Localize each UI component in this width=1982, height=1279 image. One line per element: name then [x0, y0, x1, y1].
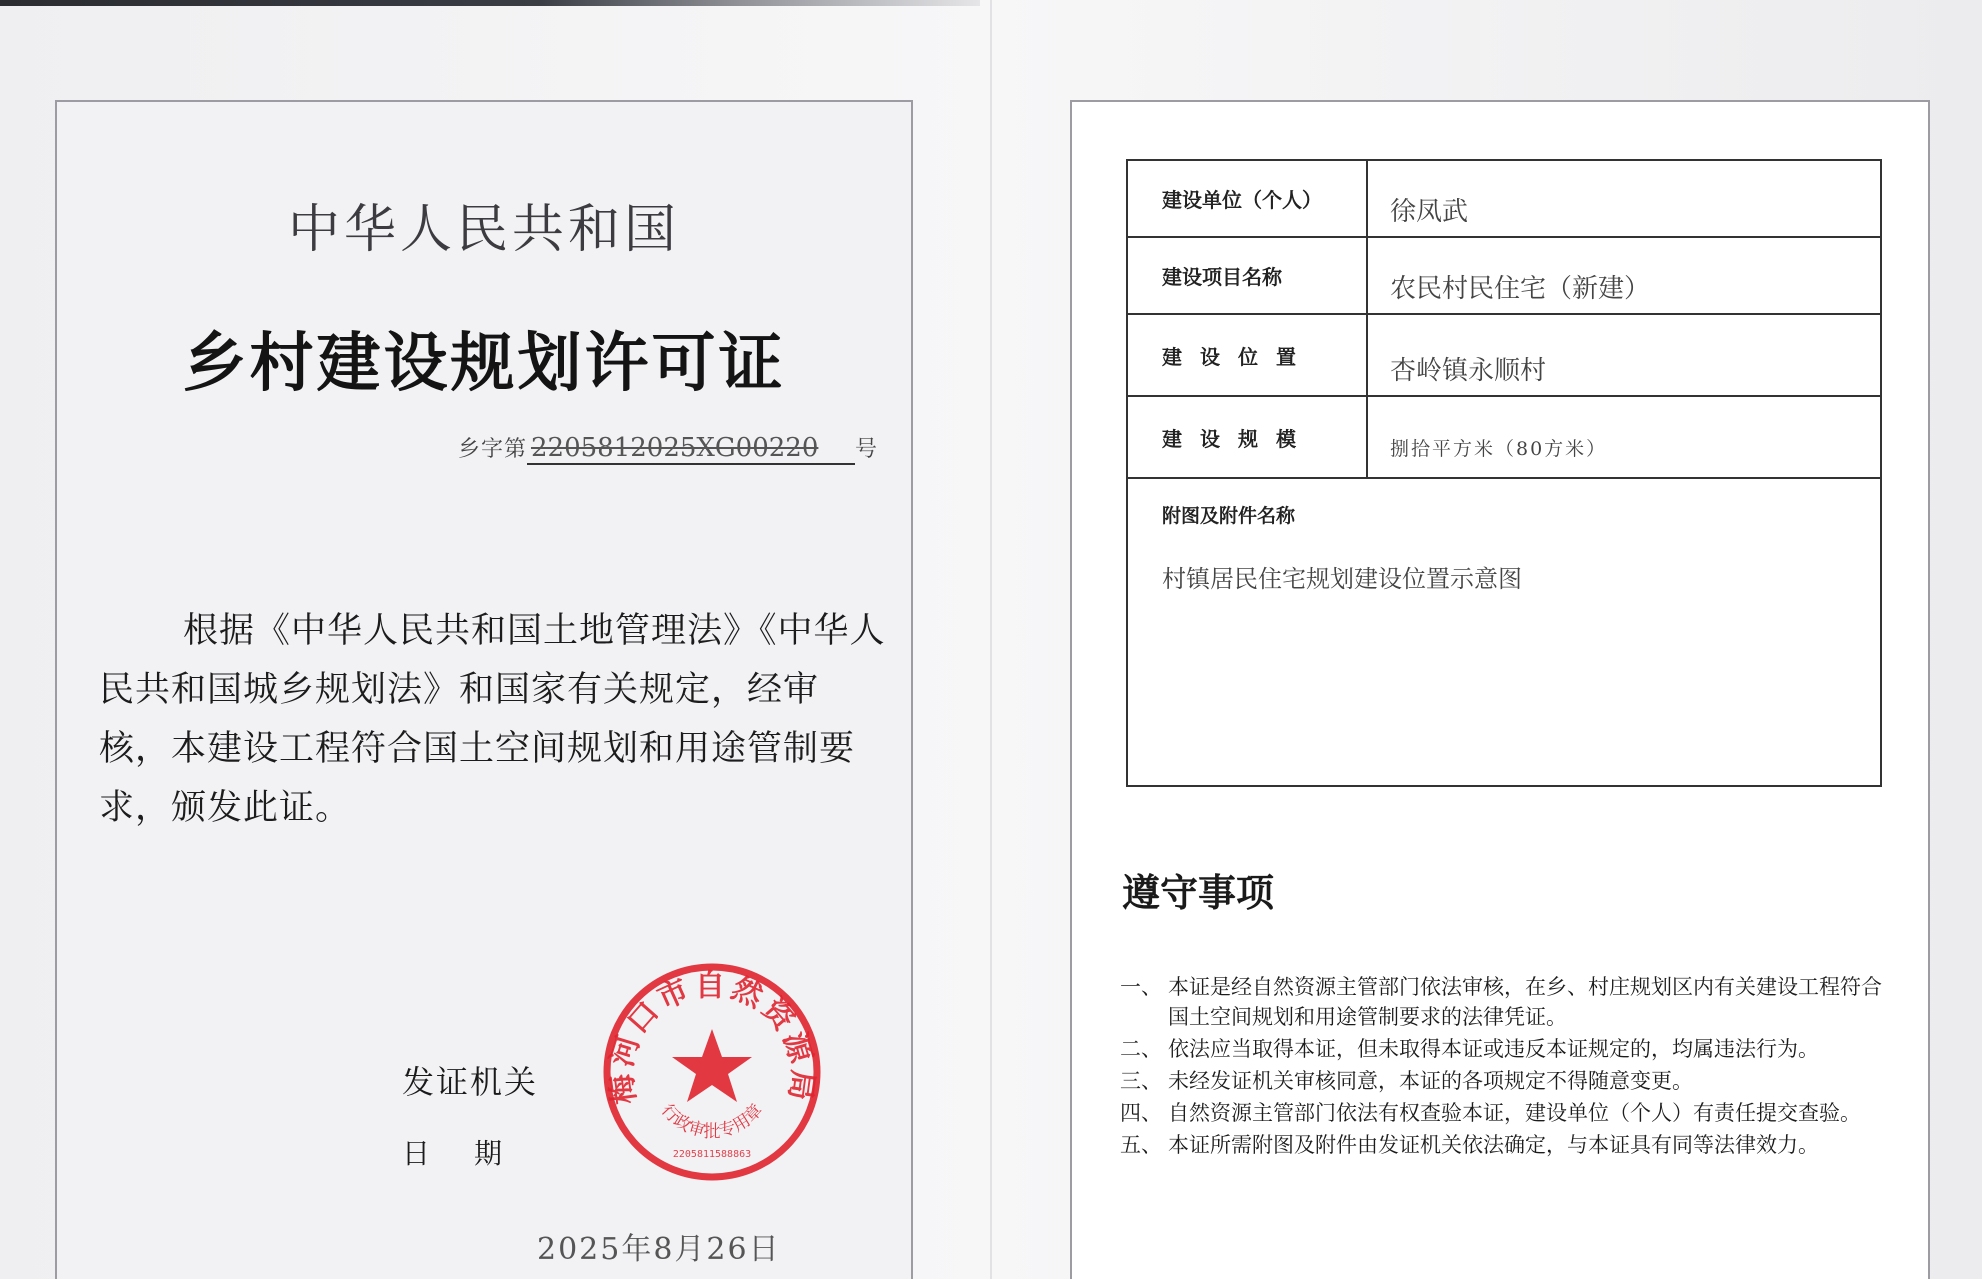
certificate-body-text: 根据《中华人民共和国土地管理法》《中华人民共和国城乡规划法》和国家有关规定，经审核，本建设工程符合国土空间规划和用途管制要求，颁发此证。: [99, 611, 886, 828]
note-text: 依法应当取得本证，但未取得本证或违反本证规定的，均属违法行为。: [1168, 1037, 1819, 1061]
table-row-scale: [1128, 397, 1880, 479]
table-row-project-name: [1128, 238, 1880, 315]
row-value: 徐凤武: [1390, 197, 1469, 227]
svg-text:行政审批专用章: [657, 1100, 767, 1142]
page-fold: [990, 0, 992, 1279]
seal-text: 梅河口市自然资源局: [603, 968, 821, 1107]
certificate-number: 2205812025XG00220: [527, 433, 855, 465]
note-number: 二、: [1120, 1037, 1162, 1061]
row-label: 建设位置: [1128, 315, 1368, 395]
note-number: 一、: [1120, 975, 1162, 999]
number-prefix: 乡字第: [457, 437, 527, 462]
list-item: [1120, 1130, 1890, 1160]
issue-date: 2025年8月26日: [537, 1232, 781, 1267]
list-item: [1120, 1034, 1890, 1064]
date-label: 日期: [402, 1137, 547, 1170]
attachment-value: 村镇居民住宅规划建设位置示意图: [1162, 565, 1522, 593]
table-row-builder: [1128, 161, 1880, 238]
note-text: 未经发证机关审核同意，本证的各项规定不得随意变更。: [1168, 1069, 1693, 1093]
issuer-label: 发证机关: [402, 1063, 539, 1101]
attachment-section: [1128, 479, 1880, 785]
background-strip: [0, 0, 980, 6]
note-text: 自然资源主管部门依法有权查验本证，建设单位（个人）有责任提交查验。: [1168, 1101, 1861, 1125]
list-item: [1120, 1066, 1890, 1096]
number-suffix: 号: [854, 437, 877, 462]
note-text: 本证所需附图及附件由发证机关依法确定，与本证具有同等法律效力。: [1168, 1133, 1819, 1157]
list-item: [1120, 1098, 1890, 1128]
row-label: 建设项目名称: [1128, 238, 1368, 313]
note-number: 三、: [1120, 1069, 1162, 1093]
seal-code: 2205811588863: [672, 1149, 752, 1160]
list-item: [1120, 972, 1890, 1032]
note-text: 本证是经自然资源主管部门依法审核，在乡、村庄规划区内有关建设工程符合国土空间规划和用途管制要求的法律凭证。: [1168, 975, 1882, 1029]
country-name: 中华人民共和国: [287, 200, 680, 260]
row-value: 农民村民住宅（新建）: [1390, 274, 1651, 304]
row-label: 建设规模: [1128, 397, 1368, 477]
certificate-title: 乡村建设规划许可证: [182, 327, 786, 401]
row-value: 捌拾平方米（80方米）: [1390, 438, 1608, 460]
note-number: 四、: [1120, 1101, 1162, 1125]
certificate-cover-page: [55, 100, 913, 1279]
project-info-table: [1126, 159, 1882, 787]
attachment-label: 附图及附件名称: [1162, 505, 1296, 527]
official-seal-stamp: [597, 957, 827, 1187]
seal-star-icon: [672, 1029, 752, 1102]
certificate-detail-page: [1070, 100, 1930, 1279]
certificate-number-line: [458, 432, 877, 465]
row-value: 杏岭镇永顺村: [1390, 356, 1547, 386]
notes-title: 遵守事项: [1122, 871, 1275, 915]
table-row-location: [1128, 315, 1880, 397]
notes-list: [1120, 972, 1890, 1162]
row-label: 建设单位（个人）: [1128, 161, 1368, 236]
note-number: 五、: [1120, 1133, 1162, 1157]
seal-sub-text: 行政审批专用章: [656, 1100, 768, 1142]
